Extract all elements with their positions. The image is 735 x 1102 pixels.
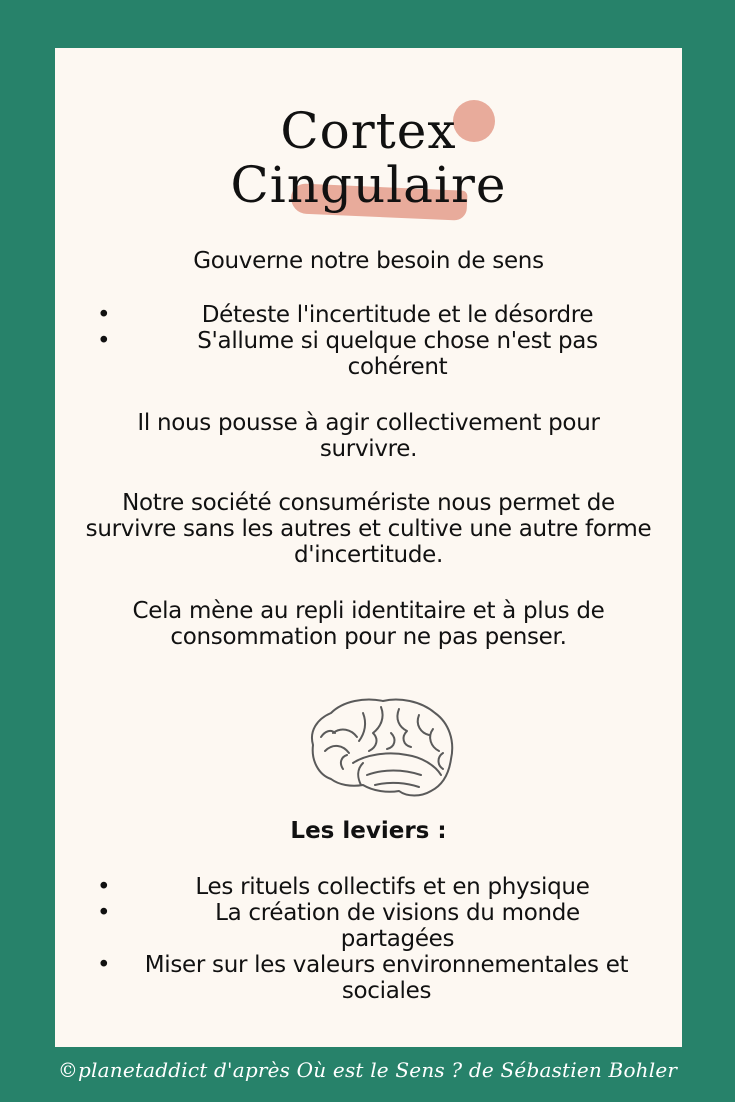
paragraph-1: Il nous pousse à agir collectivement pour survivre. (137, 410, 600, 462)
info-card (55, 48, 682, 1047)
paragraph-3: Cela mène au repli identitaire et à plus de consommation pour ne pas penser. (132, 598, 605, 650)
title-line-1: Cortex (280, 102, 457, 160)
page-title (55, 104, 682, 212)
leviers-list (85, 874, 660, 1004)
title-line-2: Cingulaire (230, 156, 507, 214)
list-item: • Miser sur les valeurs environnementales et sociales (85, 952, 660, 1004)
list-item: • Déteste l'incertitude et le désordre (85, 302, 660, 328)
list-item: • S'allume si quelque chose n'est pas cohérent (85, 328, 660, 380)
traits-list (85, 302, 660, 380)
leviers-heading: Les leviers : (290, 818, 447, 844)
title-block (55, 74, 682, 214)
paragraph-2: Notre société consumériste nous permet de survivre sans les autres et cultive une autre forme d'incertitude. (85, 490, 652, 568)
footer-credit: ©planetaddict d'après Où est le Sens ? de Sébastien Bohler (57, 1058, 678, 1082)
list-item: • Les rituels collectifs et en physique (85, 874, 660, 900)
brain-icon (303, 693, 458, 803)
intro-text: Gouverne notre besoin de sens (193, 248, 544, 274)
list-item: • La création de visions du monde partagées (85, 900, 660, 952)
